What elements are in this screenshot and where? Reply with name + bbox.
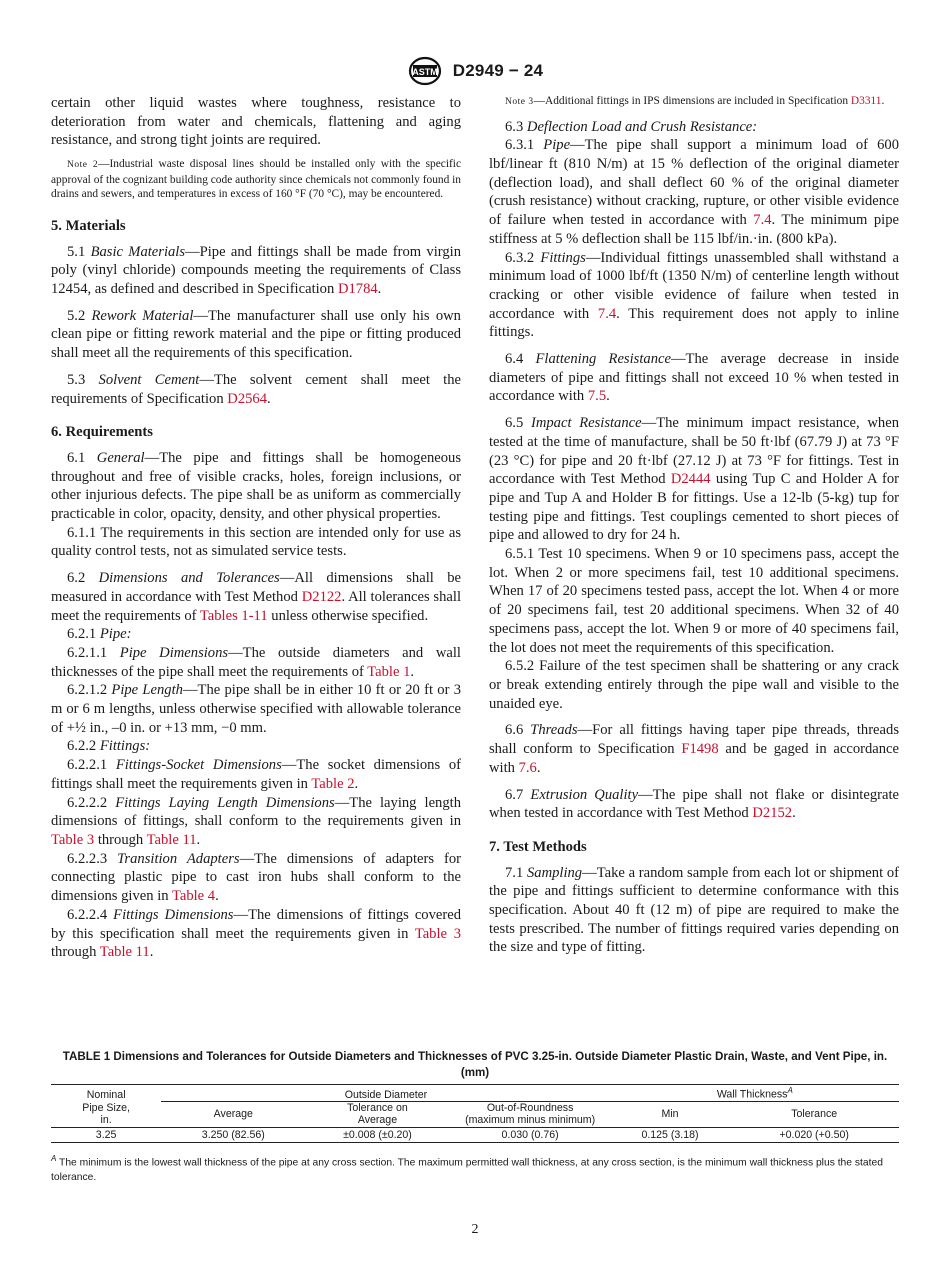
ref-table-11-link[interactable]: Table 11 — [146, 831, 197, 848]
note-2: Note 2—Industrial waste disposal lines should be installed only with the specific approval of the cognizant building code authority since chemicals not commonly found in drains and sewers, and temperatures in excess of 160 °F (70 °C), may be encountered. — [51, 158, 462, 201]
header-average: Average — [213, 1108, 253, 1121]
ref-table-3-link[interactable]: Table 3 — [414, 925, 461, 942]
para-6-2-1: 6.2.1 Pipe: — [67, 626, 132, 643]
ref-7-5-link[interactable]: 7.5 — [587, 388, 607, 405]
para-6-1: 6.1 General—The pipe and fittings shall be homogeneous throughout and free of visible cracks, holes, foreign inclusions, or other injurious defects. The pipe shall be as uniform as commercially practicable in color, opacity, density, and other physical properties. — [51, 449, 461, 523]
table-1-title: TABLE 1 Dimensions and Tolerances for Outside Diameters and Thicknesses of PVC 3.25-in. Outside Diameter Plastic Drain, Waste, and Vent Pipe, in. (mm) — [62, 1050, 888, 1079]
ref-d2444-link[interactable]: D2444 — [670, 471, 711, 488]
cell-average: 3.250 (82.56) — [161, 1127, 305, 1142]
header-out-of-roundness: Out-of-Roundness — [486, 1101, 574, 1114]
header-tolerance-average: Average — [357, 1114, 398, 1127]
para-6-3-2: 6.3.2 Fittings—Individual fittings unassembled shall withstand a minimum load of 1000 lbf/ft (1350 N/m) of centerline length without cracking or other visible evidence of failure when tested in accordance with 7.4. This requirement does not apply to inline fittings. — [489, 249, 900, 341]
table-1-footnote: $^A$ The minimum is the lowest wall thickness of the pipe at any cross section. The maximum permitted wall thickness, at any cross section, is the minimum wall thickness plus the stated tolerance. — [51, 1154, 883, 1183]
ref-d3311-link[interactable]: D3311 — [850, 95, 882, 107]
para-6-5-2: 6.5.2 Failure of the test specimen shall be shattering or any crack or break extending entirely through the pipe wall and visible to the unaided eye. — [489, 658, 899, 712]
ref-d2564-link[interactable]: D2564 — [227, 390, 268, 407]
right-column — [489, 94, 899, 957]
cell-out-of-roundness: 0.030 (0.76) — [450, 1127, 611, 1142]
page-number: 2 — [471, 1222, 479, 1237]
ref-table-1-link[interactable]: Table 1 — [367, 663, 411, 680]
header-nominal: Nominal — [51, 1085, 161, 1102]
document-id: D2949 − 24 — [452, 61, 544, 80]
astm-logo-icon — [407, 56, 443, 86]
ref-table-2-link[interactable]: Table 2 — [311, 775, 355, 792]
para-6-2-2-2: 6.2.2.2 Fittings Laying Length Dimensions—The laying length dimensions of fittings, shall conform to the requirements given in Table 3 through Table 11. — [51, 794, 461, 848]
para-6-6: 6.6 Threads—For all fittings having taper pipe threads, threads shall conform to Specification F1498 and be gaged in accordance with 7.6. — [489, 722, 900, 776]
para-6-5: 6.5 Impact Resistance—The minimum impact resistance, when tested at the time of manufacture, shall be 50 ft·lbf (67.79 J) at 73 °F (23 °C) for pipe and 20 ft·lbf (27.12 J) at 73 °F for fittings. Test in accordance with Test Method D2444 using Tup C and Holder A for pipe and Tup A and Holder B for fittings. Use a 12-lb (5-kg) tup for testing pipe and fittings. Test couplings cemented to short pieces of pipe and allowed to dry for 24 h. — [489, 415, 900, 544]
page-header — [0, 56, 950, 86]
section-7-heading: 7. Test Methods — [489, 838, 587, 855]
header-min: Min — [661, 1108, 679, 1121]
ref-table-4-link[interactable]: Table 4 — [171, 888, 216, 905]
para-6-2-2-4: 6.2.2.4 Fittings Dimensions—The dimensions of fittings covered by this specification shall meet the requirements given in Table 3 through Table 11. — [51, 906, 461, 961]
header-tolerance: Tolerance — [791, 1108, 838, 1121]
para-6-4: 6.4 Flattening Resistance—The average decrease in inside diameters of pipe and fittings shall not exceed 10 % when tested in accordance with 7.5. — [489, 351, 899, 405]
para-6-2-1-2: 6.2.1.2 Pipe Length—The pipe shall be in either 10 ft or 20 ft or 3 m or 6 m lengths, unless otherwise specified with allowable tolerance of +½ in., –0 in. or +13 mm, −0 mm. — [51, 682, 461, 736]
para-6-2: 6.2 Dimensions and Tolerances—All dimensions shall be measured in accordance with Test Method D2122. All tolerances shall meet the requirements of Tables 1-11 unless otherwise specified. — [51, 570, 462, 624]
para-6-2-2-3: 6.2.2.3 Transition Adapters—The dimensions of adapters for connecting plastic pipe to cast iron hubs shall conform to the dimensions given in Table 4. — [51, 850, 462, 905]
left-column — [51, 94, 461, 962]
para-5-1: 5.1 Basic Materials—Pipe and fittings shall be made from virgin poly (vinyl chloride) compounds meeting the requirements of Class 12454, as defined and described in Specification D1784. — [51, 243, 462, 297]
para-6-3-1: 6.3.1 Pipe—The pipe shall support a minimum load of 600 lbf/linear ft (810 N/m) at 15 % deflection of the original diameter (deflection load), and shall deflect 60 % of the original diameter (crush resistance) without cracking, rupture, or other visible evidence of failure when tested in accordance with 7.4. The minimum pipe stiffness at 5 % deflection shall be 115 lbf/in.·in. (800 kPa). — [489, 137, 899, 247]
para-5-2: 5.2 Rework Material—The manufacturer shall use only his own clean pipe or fitting rework material and the pipe or fitting produced shall meet all the requirements of this specification. — [51, 307, 461, 362]
ref-d1784-link[interactable]: D1784 — [337, 281, 378, 297]
intro-paragraph: certain other liquid wastes where toughness, resistance to deterioration from water and chemicals, flattening and aging resistance, and strong tight joints are required. — [51, 95, 461, 149]
para-7-1: 7.1 Sampling—Take a random sample from each lot or shipment of the pipe and fittings sufficient to determine conformance with this specification. About 40 ft (12 m) of pipe are required to make the tests prescribed. The number of fittings required varies depending on the size and type of fitting. — [489, 864, 899, 956]
para-5-3: 5.3 Solvent Cement—The solvent cement shall meet the requirements of Specification D2564. — [51, 371, 462, 407]
ref-d2122-link[interactable]: D2122 — [301, 588, 342, 605]
para-6-1-1: 6.1.1 The requirements in this section are intended only for use as quality control tests, not as simulated service tests. — [51, 524, 461, 560]
para-6-2-2-1: 6.2.2.1 Fittings-Socket Dimensions—The socket dimensions of fittings shall meet the requirements given in Table 2. — [51, 757, 461, 792]
ref-7-4-link[interactable]: 7.4 — [597, 305, 617, 322]
header-pipe-size: Pipe Size, — [82, 1101, 130, 1114]
para-6-2-1-1: 6.2.1.1 Pipe Dimensions—The outside diameters and wall thicknesses of the pipe shall meet the requirements of Table 1. — [51, 644, 461, 680]
para-6-2-2: 6.2.2 Fittings: — [67, 738, 151, 755]
cell-min-wall: 0.125 (3.18) — [611, 1127, 730, 1142]
header-in: in. — [100, 1114, 112, 1127]
ref-f1498-link[interactable]: F1498 — [681, 741, 719, 758]
ref-7-6-link[interactable]: 7.6 — [518, 759, 537, 776]
table-1 — [51, 1084, 899, 1143]
ref-tables-1-11-link[interactable]: Tables 1-11 — [199, 607, 268, 624]
header-outside-diameter: Outside Diameter — [161, 1085, 610, 1102]
ref-7-4-link[interactable]: 7.4 — [753, 212, 772, 229]
section-6-heading: 6. Requirements — [51, 424, 153, 441]
para-6-3: 6.3 Deflection Load and Crush Resistance: — [505, 118, 758, 135]
cell-wall-tolerance: +0.020 (+0.50) — [729, 1127, 899, 1142]
header-wall-thickness: Wall Thickness$^A$ — [611, 1085, 899, 1102]
ref-table-3-link[interactable]: Table 3 — [51, 831, 95, 848]
header-max-minus-min: (maximum minus minimum) — [465, 1114, 596, 1127]
cell-tolerance-on-average: ±0.008 (±0.20) — [305, 1127, 449, 1142]
header-tolerance-on: Tolerance on — [347, 1101, 408, 1114]
para-6-7: 6.7 Extrusion Quality—The pipe shall not flake or disintegrate when tested in accordance with Test Method D2152. — [489, 786, 899, 822]
svg-text:ASTM: ASTM — [412, 67, 438, 77]
table-row — [51, 1127, 899, 1142]
cell-nominal: 3.25 — [51, 1127, 161, 1142]
section-5-heading: 5. Materials — [51, 217, 126, 234]
para-6-5-1: 6.5.1 Test 10 specimens. When 9 or 10 specimens pass, accept the lot. When 2 or more specimens fail, test 10 additional specimens. When 17 of 20 specimens tested pass, accept the lot. When 4 or more of 20 specimens fail, test 20 additional specimens. When 32 of 40 specimens pass, accept the lot. When 9 or more of 40 specimens fail, the lot does not meet the requirements of this specification. — [489, 546, 899, 656]
ref-table-11-link[interactable]: Table 11 — [99, 944, 150, 961]
ref-d2152-link[interactable]: D2152 — [752, 805, 793, 822]
note-3: Note 3—Additional fittings in IPS dimensions are included in Specification D3311. — [505, 95, 885, 107]
